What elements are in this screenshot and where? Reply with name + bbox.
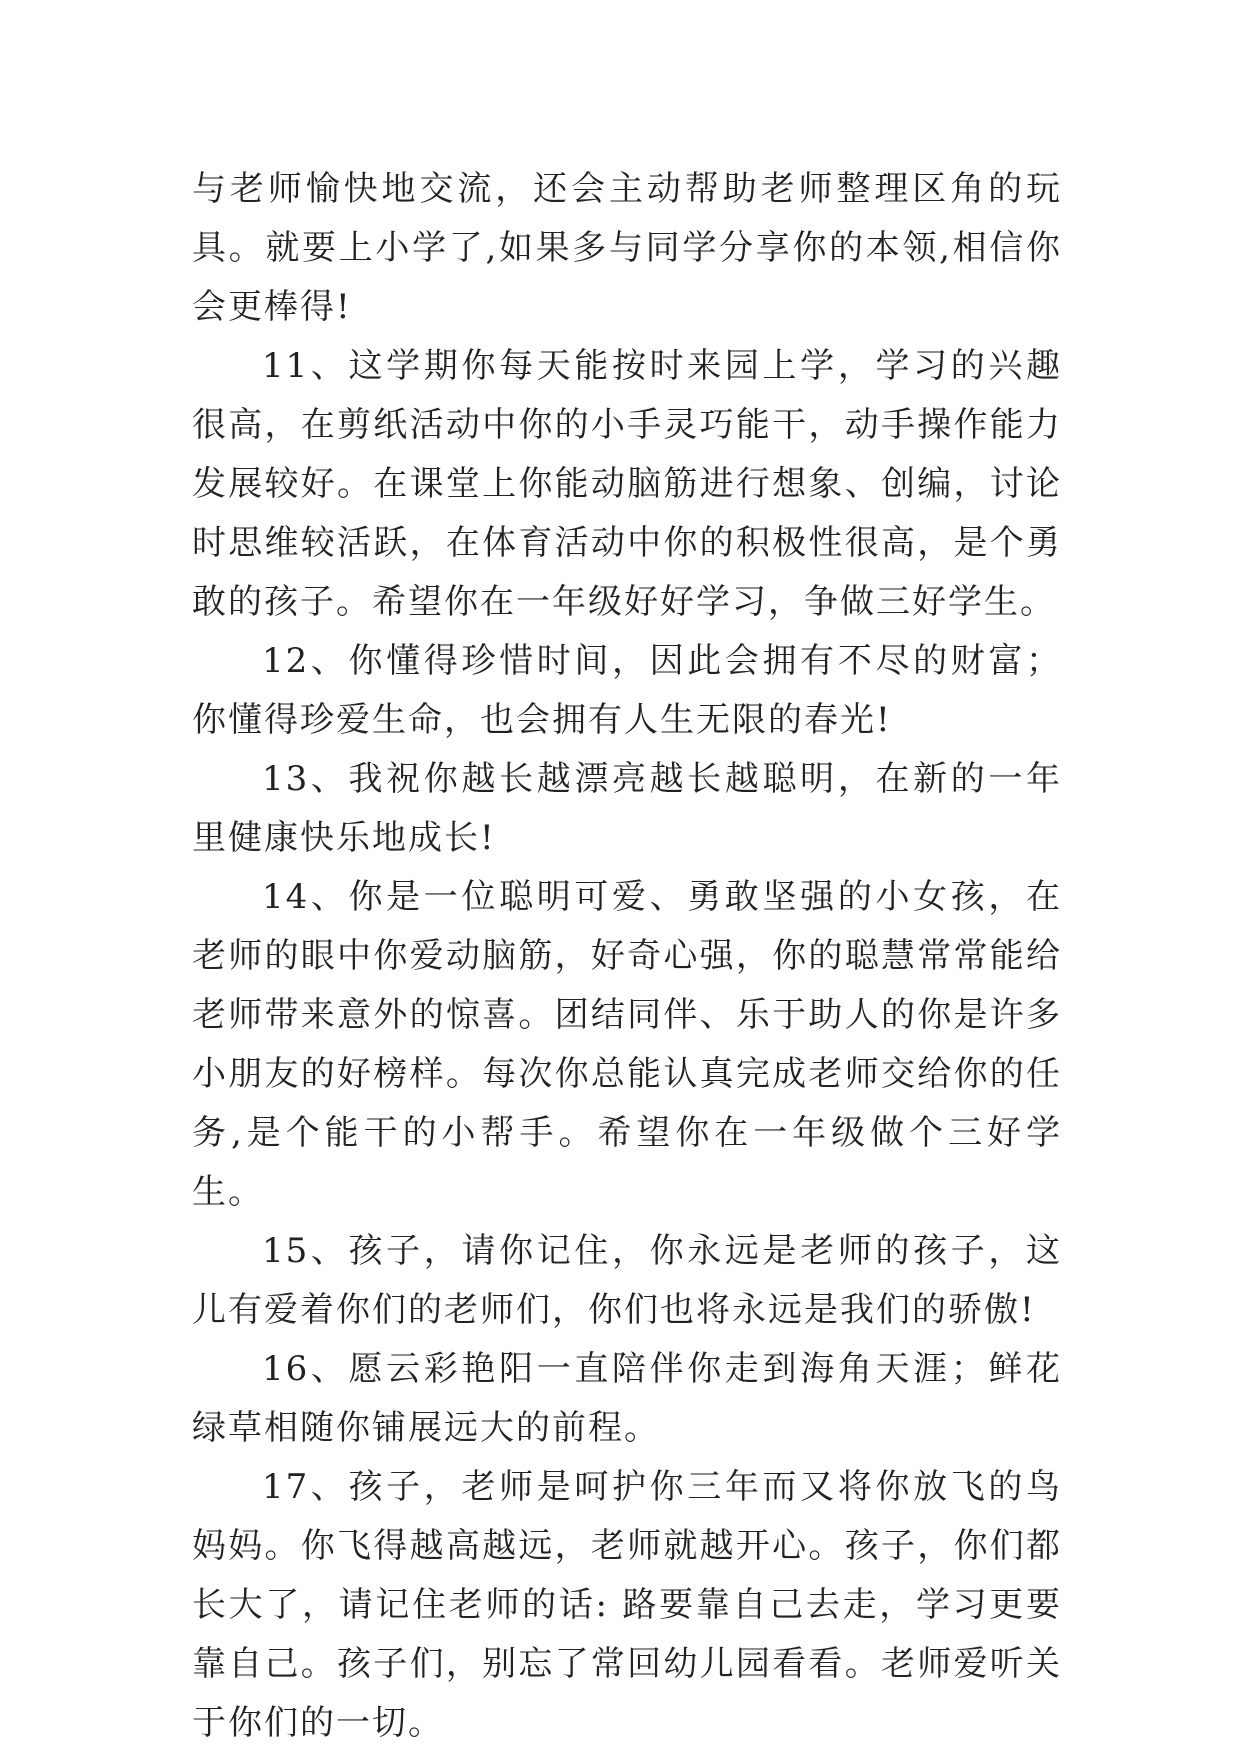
paragraph-12: 12、你懂得珍惜时间，因此会拥有不尽的财富；你懂得珍爱生命，也会拥有人生无限的春光!: [192, 641, 1062, 740]
paragraph-17: 17、孩子，老师是呵护你三年而又将你放飞的鸟妈妈。你飞得越高越远，老师就越开心。孩子，你们都长大了，请记住老师的话: 路要靠自己去走，学习更要靠自己。孩子们，别忘了常回幼儿园看看。老师爱听关于你们的一切。: [192, 1467, 1062, 1743]
document-body: [192, 160, 1062, 1753]
paragraph-continuation: 与老师愉快地交流，还会主动帮助老师整理区角的玩具。就要上小学了,如果多与同学分享你的本领,相信你会更棒得!: [192, 169, 1062, 327]
paragraph-14: 14、你是一位聪明可爱、勇敢坚强的小女孩，在老师的眼中你爱动脑筋，好奇心强，你的聪慧常常能给老师带来意外的惊喜。团结同伴、乐于助人的你是许多小朋友的好榜样。每次你总能认真完成老师交给你的任务,是个能干的小帮手。希望你在一年级做个三好学生。: [192, 877, 1062, 1212]
paragraph-11: 11、这学期你每天能按时来园上学，学习的兴趣很高，在剪纸活动中你的小手灵巧能干，动手操作能力发展较好。在课堂上你能动脑筋进行想象、创编，讨论时思维较活跃，在体育活动中你的积极性很高，是个勇敢的孩子。希望你在一年级好好学习，争做三好学生。: [192, 346, 1062, 622]
paragraph-13: 13、我祝你越长越漂亮越长越聪明，在新的一年里健康快乐地成长!: [192, 759, 1062, 858]
paragraph-16: 16、愿云彩艳阳一直陪伴你走到海角天涯；鲜花绿草相随你铺展远大的前程。: [192, 1349, 1062, 1448]
paragraph-15: 15、孩子，请你记住，你永远是老师的孩子，这儿有爱着你们的老师们，你们也将永远是我们的骄傲!: [192, 1231, 1062, 1330]
